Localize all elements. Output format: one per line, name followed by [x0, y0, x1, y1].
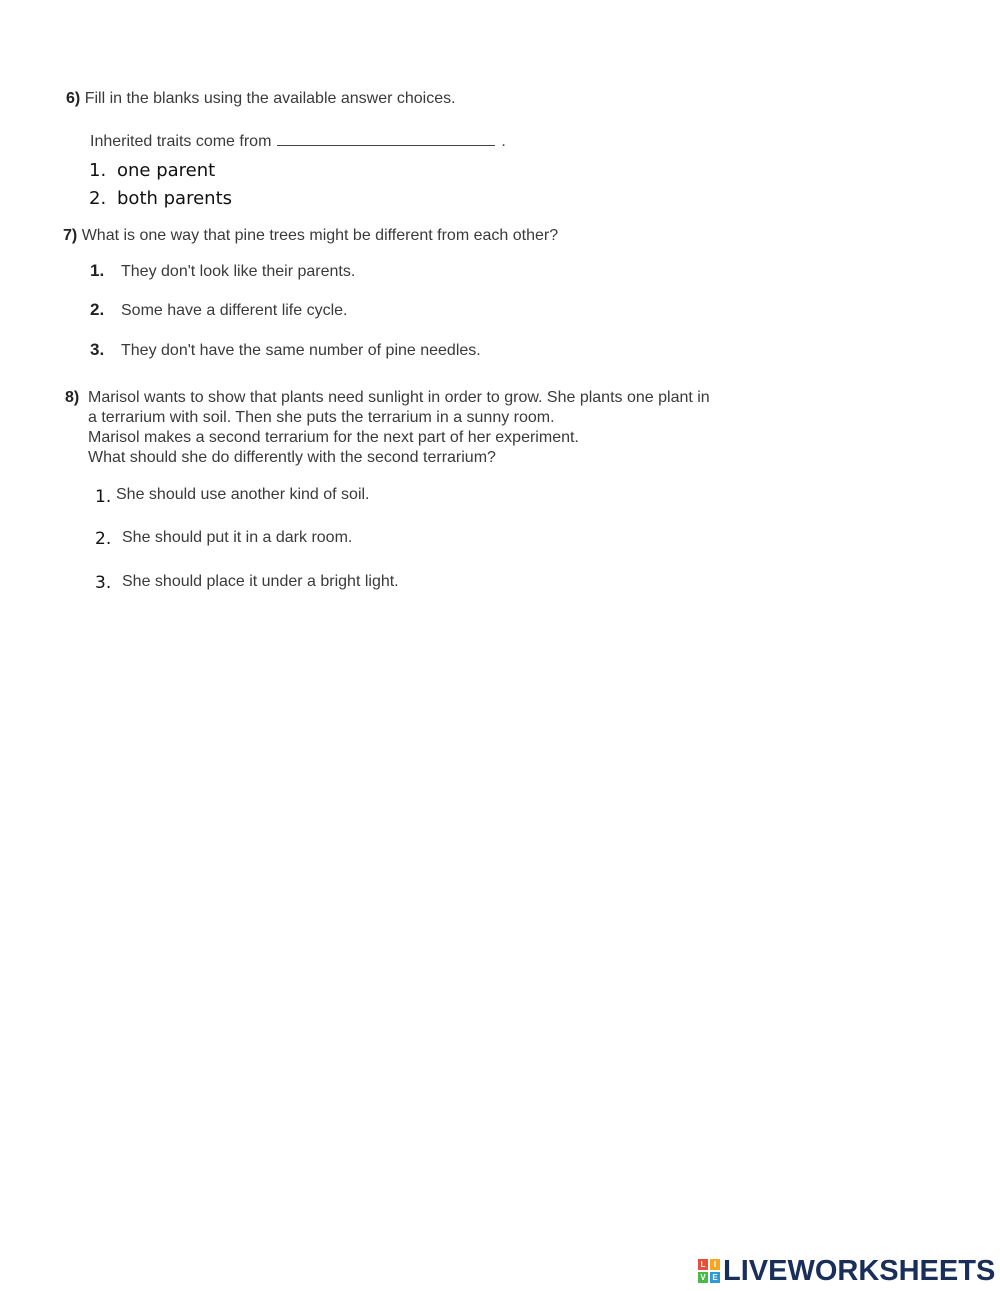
question-8-option-2[interactable] — [95, 527, 352, 547]
answer-blank[interactable] — [277, 131, 495, 146]
option-number: 2. — [90, 300, 105, 319]
question-6-option-2[interactable] — [89, 188, 232, 209]
logo-block-l: L — [698, 1259, 708, 1270]
option-number: 1. — [95, 487, 112, 507]
option-text: She should place it under a bright light. — [122, 573, 399, 590]
sentence-before-blank: Inherited traits come from — [90, 133, 272, 150]
question-8-line-2: a terrarium with soil. Then she puts the terrarium in a sunny room. — [88, 409, 555, 426]
option-number: 2. — [89, 188, 107, 209]
option-text: They don't have the same number of pine needles. — [121, 342, 481, 359]
option-text: both parents — [117, 188, 233, 209]
question-8-line-4: What should she do differently with the second terrarium? — [88, 449, 496, 466]
question-8-option-3[interactable] — [95, 571, 399, 591]
logo-block-v: V — [698, 1272, 708, 1283]
option-number: 1. — [90, 261, 105, 280]
question-6-option-1[interactable] — [89, 160, 215, 181]
question-6-sentence — [90, 131, 506, 151]
sentence-after-blank: . — [501, 133, 506, 150]
question-7-header — [63, 227, 558, 245]
logo-wordmark: LIVEWORKSHEETS — [723, 1254, 996, 1287]
question-7-prompt: What is one way that pine trees might be different from each other? — [81, 227, 559, 244]
question-8-line-1: Marisol wants to show that plants need sunlight in order to grow. She plants one plant in — [88, 389, 710, 406]
question-7-option-1[interactable] — [90, 261, 355, 281]
question-7-option-3[interactable] — [90, 340, 481, 360]
logo-blocks-icon — [698, 1259, 720, 1283]
liveworksheets-logo — [698, 1255, 995, 1287]
question-7-option-2[interactable] — [90, 300, 348, 320]
option-number: 1. — [89, 160, 107, 181]
option-number: 2. — [95, 529, 112, 549]
option-number: 3. — [95, 573, 112, 593]
question-8-number: 8) — [65, 389, 80, 406]
option-text: They don't look like their parents. — [121, 263, 356, 280]
option-text: She should use another kind of soil. — [116, 486, 370, 503]
question-6-header — [66, 90, 456, 108]
option-text: one parent — [117, 160, 216, 181]
logo-block-i: I — [710, 1259, 720, 1270]
logo-block-e: E — [710, 1272, 720, 1283]
question-8-line-3: Marisol makes a second terrarium for the next part of her experiment. — [88, 429, 579, 446]
question-6-number: 6) — [66, 90, 81, 107]
question-7-number: 7) — [63, 227, 78, 244]
question-6-prompt: Fill in the blanks using the available answer choices. — [84, 90, 456, 107]
option-text: Some have a different life cycle. — [121, 302, 348, 319]
option-number: 3. — [90, 340, 105, 359]
option-text: She should put it in a dark room. — [122, 529, 353, 546]
question-8-option-1[interactable] — [95, 484, 370, 507]
